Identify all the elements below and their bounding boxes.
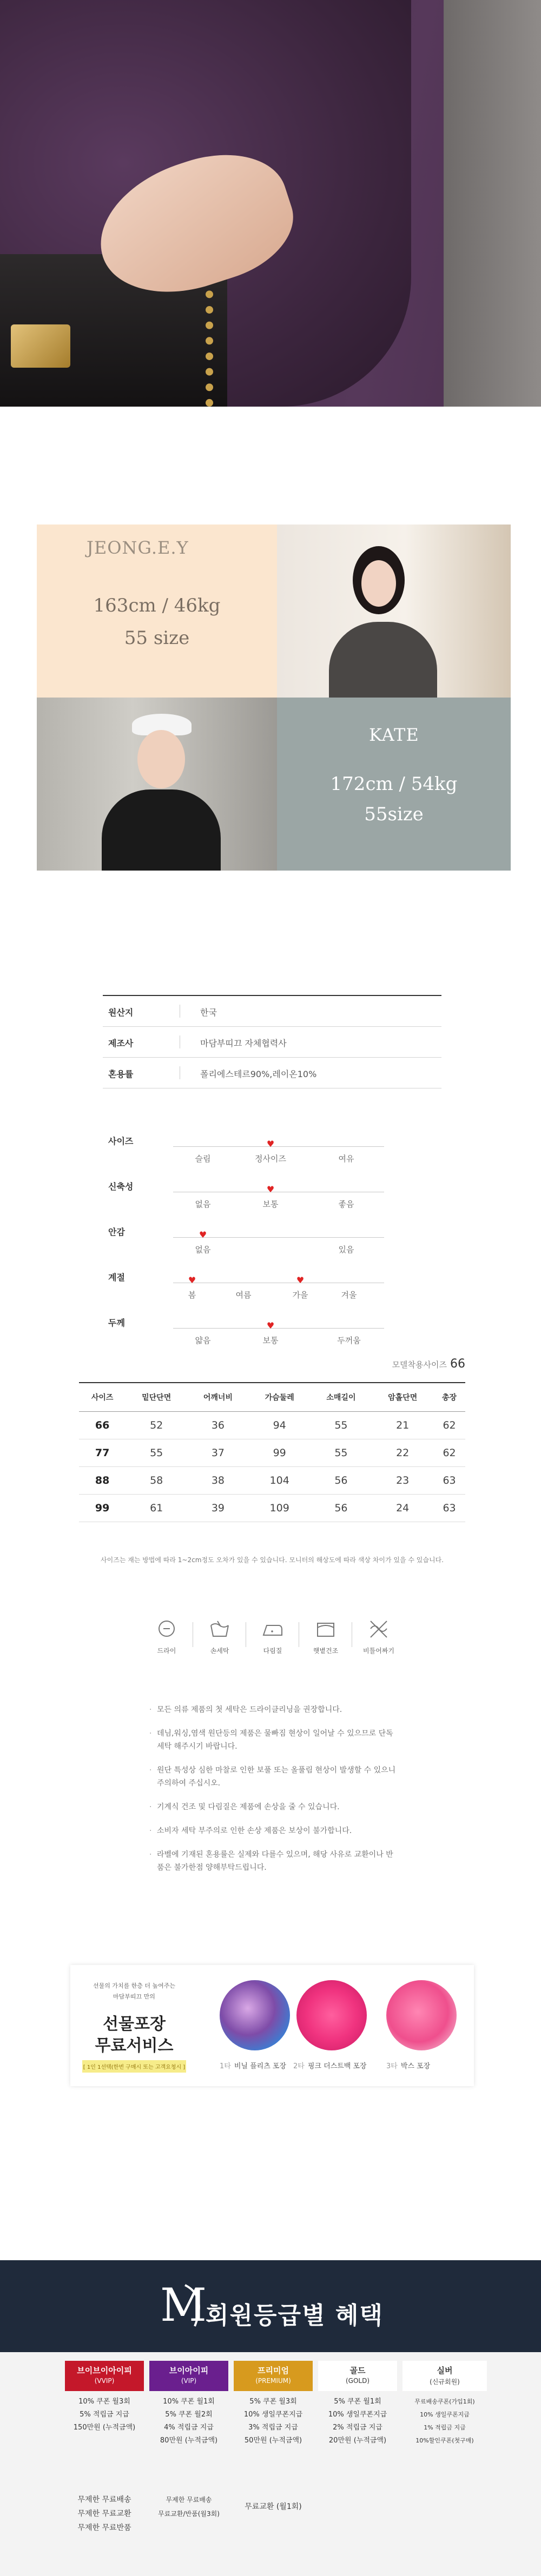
model-1-photo	[277, 525, 511, 698]
gift-option-label: 핑크 더스트백 포장	[307, 2062, 367, 2070]
grade-benefits	[318, 2395, 397, 2447]
dry-clean-icon	[156, 1617, 177, 1641]
grade-name: 브이브이아이피	[77, 2366, 132, 2375]
gift-option-2-image	[296, 1980, 367, 2050]
model-1-figure-face	[361, 560, 396, 607]
table-cell: 99	[249, 1439, 311, 1467]
sun-dry-icon	[313, 1617, 338, 1641]
info-row-origin	[103, 995, 441, 1027]
grade-premium	[234, 2352, 313, 2483]
gift-wrap-banner	[70, 1965, 474, 2086]
notice-item: · 모든 의류 제품의 첫 세탁은 드라이클리닝을 권장합니다.	[149, 1703, 398, 1716]
info-value: 마담부띠끄 자체협력사	[200, 1038, 287, 1048]
free-service: 무제한 무료교환	[77, 2509, 131, 2518]
benefit-item: 1% 적립금 지급	[424, 2424, 466, 2431]
free-service: 무료교환 (월1회)	[245, 2502, 302, 2511]
grade-gold	[318, 2352, 397, 2483]
table-cell: 104	[249, 1467, 311, 1495]
premium-free-services	[234, 2493, 313, 2514]
table-cell: 58	[126, 1467, 187, 1495]
grade-silver	[403, 2352, 487, 2483]
grade-name: 프리미엄	[258, 2366, 289, 2375]
table-row	[79, 1412, 465, 1439]
table-cell: 24	[372, 1495, 433, 1522]
care-label: 비틀어짜기	[363, 1647, 394, 1655]
heart-icon: ♥	[266, 1139, 275, 1149]
membership-benefits	[0, 2260, 541, 2576]
iron-icon	[260, 1617, 285, 1641]
care-item-iron	[251, 1617, 294, 1655]
care-label: 다림질	[263, 1647, 282, 1655]
care-label: 햇볕건조	[313, 1647, 339, 1655]
gift-option-1	[220, 2060, 286, 2070]
grade-name: 골드	[349, 2366, 366, 2375]
scale-row-size	[103, 1125, 441, 1170]
info-label: 제조사	[108, 1038, 134, 1048]
gift-title: 선물포장	[103, 2015, 166, 2034]
vvip-free-services	[65, 2493, 144, 2535]
heart-icon: ♥	[296, 1275, 305, 1285]
scale-option: 정사이즈	[255, 1154, 286, 1164]
grade-benefits	[234, 2395, 313, 2447]
scale-option: 봄	[188, 1290, 196, 1300]
grade-benefits	[65, 2395, 144, 2434]
model-2-figure-face	[137, 730, 185, 788]
notice-item: · 데님,워싱,염색 원단등의 제품은 물빠짐 현상이 일어날 수 있으므로 단독 세탁 해주시기 바랍니다.	[149, 1727, 398, 1753]
model-1-spec: 163cm / 46kg	[93, 595, 221, 616]
table-cell: 52	[126, 1412, 187, 1439]
gift-option-2	[293, 2060, 367, 2070]
gift-option-3-image	[386, 1980, 457, 2050]
benefit-item: 무료배송쿠폰(가입1회)	[414, 2398, 475, 2405]
table-cell: 109	[249, 1495, 311, 1522]
gift-badge: [ 1인 1선택(한번 구매시 또는 고객요청시 ]	[82, 2060, 186, 2073]
scale-option: 없음	[195, 1199, 211, 1209]
scale-option: 여유	[338, 1154, 354, 1164]
size-header: 암홀단면	[372, 1383, 433, 1412]
heart-icon: ♥	[266, 1184, 275, 1194]
model-1-figure-body	[329, 622, 437, 698]
grade-benefits	[149, 2395, 228, 2447]
scale-option: 가을	[292, 1290, 308, 1300]
table-cell: 62	[433, 1412, 465, 1439]
gift-option-label: 박스 포장	[400, 2062, 431, 2070]
model-2-spec: 172cm / 54kg	[330, 773, 458, 795]
table-cell: 37	[187, 1439, 249, 1467]
product-info-table	[103, 995, 441, 1088]
benefit-item: 80만원 (누적금액)	[160, 2436, 218, 2445]
model-1-panel	[37, 525, 277, 698]
hand-wash-icon	[208, 1617, 232, 1641]
table-cell: 66	[79, 1412, 126, 1439]
table-cell: 94	[249, 1412, 311, 1439]
scale-option: 두꺼움	[337, 1336, 361, 1345]
grade-sub: (GOLD)	[345, 2377, 370, 2385]
table-row	[79, 1495, 465, 1522]
model-1-name: JEONG.E.Y	[87, 537, 189, 558]
grade-name: 실버	[437, 2366, 453, 2375]
gift-line: 마담부띠끄 만의	[113, 1993, 155, 2000]
table-cell: 61	[126, 1495, 187, 1522]
grade-sub: (VVIP)	[94, 2377, 115, 2385]
scale-row-stretch	[103, 1170, 441, 1216]
grade-header	[65, 2361, 144, 2391]
grade-sub: (PREMIUM)	[255, 2377, 291, 2385]
model-2-photo	[37, 698, 277, 871]
grade-vvip	[65, 2352, 144, 2483]
benefit-item: 2% 적립금 지급	[333, 2424, 382, 2432]
table-cell: 99	[79, 1495, 126, 1522]
model-1-size: 55 size	[124, 627, 190, 649]
grade-header	[234, 2361, 313, 2391]
bag-clasp	[11, 324, 70, 368]
benefit-item: 4% 적립금 지급	[164, 2424, 214, 2432]
svg-text:M: M	[160, 2279, 207, 2332]
gift-option-number: 2타	[293, 2062, 305, 2070]
gift-option-label: 비닐 플리츠 포장	[234, 2062, 287, 2070]
gift-text	[70, 1965, 198, 2086]
size-header: 어깨너비	[187, 1383, 249, 1412]
grade-header	[403, 2361, 487, 2391]
model-size-caption	[392, 1357, 465, 1371]
size-note: 사이즈는 재는 방법에 따라 1~2cm정도 오차가 있을 수 있습니다. 모니터의 해상도에 따라 색상 차이가 있을 수 있습니다.	[101, 1556, 444, 1564]
model-info	[37, 525, 511, 871]
notice-item: · 원단 특성상 심한 마찰로 인한 보풀 또는 올풀림 현상이 발생할 수 있으니 주의하여 주십시오.	[149, 1764, 398, 1790]
info-value: 한국	[200, 1007, 217, 1018]
grade-sub: (신규회원)	[430, 2378, 460, 2386]
gift-line: 선물의 가치를 한층 더 높여주는	[93, 1982, 176, 1989]
model-2-name: KATE	[369, 725, 419, 745]
size-header: 사이즈	[79, 1383, 126, 1412]
benefit-item: 5% 쿠폰 월1회	[334, 2398, 381, 2406]
scale-label: 두께	[108, 1318, 125, 1328]
gift-option-number: 1타	[220, 2062, 231, 2070]
care-label: 드라이	[157, 1647, 176, 1655]
grade-benefits	[403, 2395, 487, 2447]
heart-icon: ♥	[199, 1230, 207, 1240]
size-header: 총장	[433, 1383, 465, 1412]
info-label: 혼용률	[108, 1069, 134, 1079]
scale-option: 없음	[195, 1245, 211, 1254]
benefit-item: 20만원 (누적금액)	[328, 2436, 387, 2445]
benefit-item: 50만원 (누적금액)	[244, 2436, 302, 2445]
scale-option: 좋음	[338, 1199, 354, 1209]
notice-item: · 기계식 건조 및 다림질은 제품에 손상을 줄 수 있습니다.	[149, 1801, 398, 1814]
benefit-item: 10% 생일쿠폰지급	[243, 2411, 303, 2419]
table-row	[79, 1439, 465, 1467]
benefit-item: 150만원 (누적금액)	[73, 2424, 136, 2432]
size-grid	[79, 1382, 465, 1522]
heart-icon: ♥	[188, 1275, 196, 1285]
table-cell: 77	[79, 1439, 126, 1467]
scale-option: 있음	[338, 1245, 354, 1254]
benefit-item: 10% 생일쿠폰지급	[420, 2411, 470, 2418]
table-cell: 56	[311, 1467, 372, 1495]
scale-option: 보통	[262, 1336, 279, 1345]
benefit-item: 10% 쿠폰 월1회	[163, 2398, 215, 2406]
vip-free-services	[149, 2493, 228, 2521]
care-icons	[145, 1617, 415, 1676]
membership-header	[0, 2260, 541, 2352]
size-header: 가슴둘레	[249, 1383, 311, 1412]
scale-row-lining	[103, 1216, 441, 1261]
table-cell: 22	[372, 1439, 433, 1467]
notice-item: · 라벨에 기재된 혼용률은 실제와 다를수 있으며, 해당 사유로 교환이나 반품은 불가한점 양해부탁드립니다.	[149, 1848, 398, 1874]
grade-name: 브이아이피	[169, 2366, 209, 2375]
no-wring-icon	[366, 1617, 391, 1641]
benefit-item: 10% 생일쿠폰지급	[328, 2411, 387, 2419]
table-row	[79, 1467, 465, 1495]
hero-photo	[0, 0, 541, 407]
table-cell: 23	[372, 1467, 433, 1495]
feature-scale	[103, 1125, 441, 1352]
grade-sub: (VIP)	[181, 2377, 197, 2385]
benefit-item: 5% 쿠폰 월3회	[249, 2398, 297, 2406]
benefit-item: 5% 쿠폰 월2회	[165, 2411, 213, 2419]
table-cell: 55	[311, 1412, 372, 1439]
scale-row-season	[103, 1261, 441, 1306]
scale-row-thickness	[103, 1306, 441, 1352]
gift-option-1-image	[220, 1980, 290, 2050]
scale-option: 슬림	[195, 1154, 211, 1164]
scale-line	[173, 1146, 384, 1147]
gift-option-number: 3타	[386, 2062, 398, 2070]
scale-line	[173, 1328, 384, 1329]
free-service: 무료교환/반품(월3회)	[158, 2510, 220, 2518]
size-header: 밑단단면	[126, 1383, 187, 1412]
table-cell: 88	[79, 1467, 126, 1495]
scale-option: 여름	[235, 1290, 252, 1300]
free-service: 무제한 무료배송	[77, 2495, 131, 2504]
care-item-sundry	[304, 1617, 347, 1655]
scale-option: 얇음	[195, 1336, 211, 1345]
scale-option: 보통	[262, 1199, 279, 1209]
info-label: 원산지	[108, 1007, 134, 1018]
benefit-item: 10%할인쿠폰(첫구매)	[415, 2437, 474, 2444]
table-cell: 38	[187, 1467, 249, 1495]
care-label: 손세탁	[210, 1647, 229, 1655]
benefit-item: 10% 쿠폰 월3회	[78, 2398, 130, 2406]
heart-icon: ♥	[266, 1320, 275, 1331]
grade-vip	[149, 2352, 228, 2483]
gift-option-3	[386, 2060, 430, 2070]
scale-label: 계절	[108, 1272, 125, 1283]
table-cell: 63	[433, 1495, 465, 1522]
care-item-wring	[357, 1617, 400, 1655]
benefit-item: 5% 적립금 지급	[80, 2411, 129, 2419]
table-cell: 39	[187, 1495, 249, 1522]
model-2-panel	[277, 698, 511, 871]
info-row-maker	[103, 1027, 441, 1058]
size-header-row	[79, 1383, 465, 1412]
table-cell: 62	[433, 1439, 465, 1467]
care-notices	[149, 1703, 398, 1885]
benefit-item: 3% 적립금 지급	[248, 2424, 298, 2432]
free-service: 무제한 무료반품	[77, 2524, 131, 2532]
scale-label: 신축성	[108, 1181, 134, 1192]
scale-label: 안감	[108, 1227, 125, 1237]
table-cell: 55	[311, 1439, 372, 1467]
table-cell: 21	[372, 1412, 433, 1439]
grade-header	[318, 2361, 397, 2391]
scale-option: 겨울	[341, 1290, 357, 1300]
gift-title: 무료서비스	[95, 2036, 174, 2055]
table-cell: 55	[126, 1439, 187, 1467]
background-wall	[444, 0, 541, 407]
scale-label: 사이즈	[108, 1136, 134, 1146]
notice-item: · 소비자 세탁 부주의로 인한 손상 제품은 보상이 불가합니다.	[149, 1824, 398, 1837]
model-2-figure-body	[102, 789, 221, 871]
model-2-size: 55size	[364, 804, 424, 825]
table-cell: 63	[433, 1467, 465, 1495]
free-service: 무제한 무료배송	[166, 2496, 212, 2504]
info-value: 폴리에스테르90%,레이온10%	[200, 1069, 317, 1079]
table-cell: 36	[187, 1412, 249, 1439]
caption-text: 모델착용사이즈	[392, 1360, 447, 1370]
care-item-handwash	[198, 1617, 241, 1655]
table-cell: 56	[311, 1495, 372, 1522]
size-header: 소매길이	[311, 1383, 372, 1412]
membership-title: 회원등급별 혜택	[206, 2302, 384, 2329]
grade-header	[149, 2361, 228, 2391]
info-row-material	[103, 1058, 441, 1088]
care-item-dry	[145, 1617, 188, 1655]
model-size-value: 66	[450, 1357, 465, 1371]
